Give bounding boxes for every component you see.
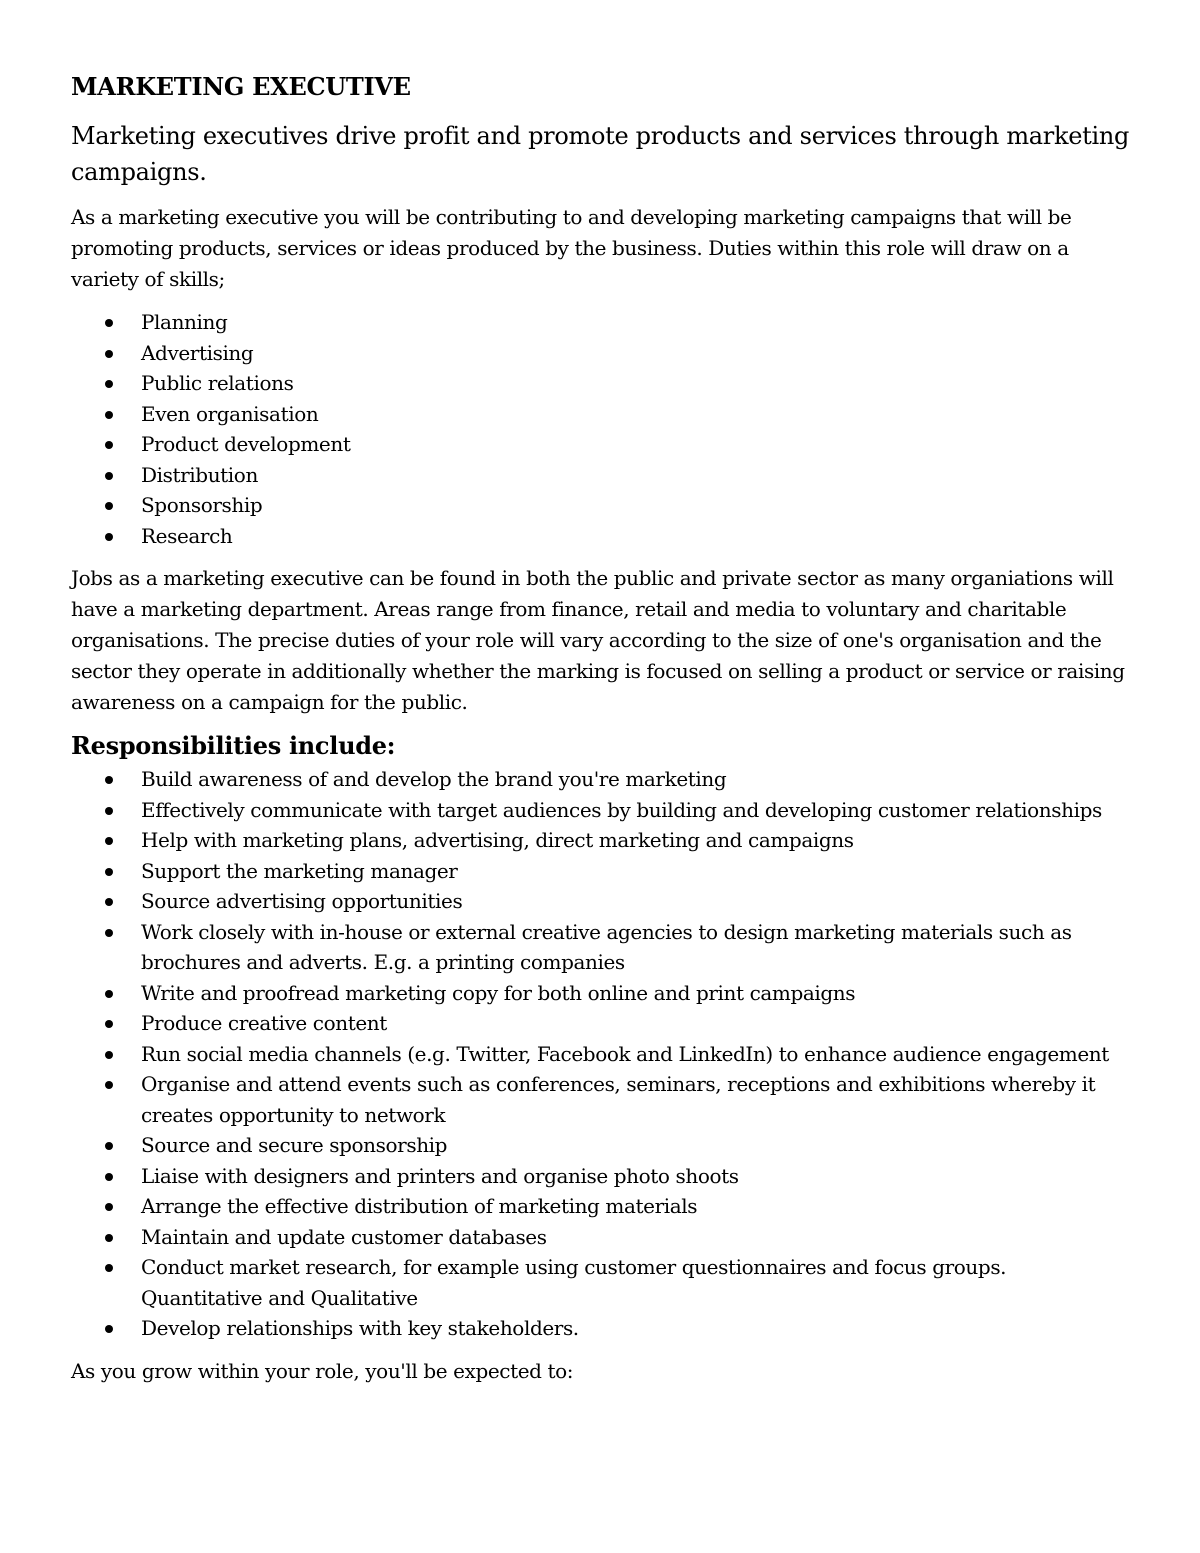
- list-item-text: Organise and attend events such as conferences, seminars, receptions and exhibitions whereby it creates opportunity to network: [141, 1072, 1096, 1127]
- sectors-paragraph: Jobs as a marketing executive can be found in both the public and private sector as many organiations will have a marketing department. Areas range from finance, retail and media to voluntary and charitable organisations. The precise duties of your role will vary according to the size of one's organisation and the sector they operate in additionally whether the marking is focused on selling a product or service or raising awareness on a campaign for the public.: [71, 566, 1125, 714]
- bullet-icon: [105, 990, 113, 998]
- list-item: [71, 490, 1131, 521]
- bullet-icon: [105, 1020, 113, 1028]
- list-item: [71, 429, 1131, 460]
- list-item: [71, 1008, 1131, 1039]
- bullet-icon: [105, 1142, 113, 1150]
- list-item-text: Distribution: [141, 462, 258, 487]
- bullet-icon: [105, 1081, 113, 1089]
- list-item: [71, 917, 1131, 978]
- list-item-text: Develop relationships with key stakeholders.: [141, 1316, 579, 1340]
- bullet-icon: [105, 411, 113, 419]
- skills-list: [71, 307, 1131, 551]
- list-item: [71, 1191, 1131, 1222]
- list-item-text: Work closely with in-house or external creative agencies to design marketing materials such as brochures and adverts. E.g. a printing companies: [141, 919, 1072, 974]
- bullet-icon: [105, 898, 113, 906]
- list-item-text: Help with marketing plans, advertising, direct marketing and campaigns: [141, 828, 854, 852]
- list-item: [71, 1222, 1131, 1253]
- list-item: [71, 1130, 1131, 1161]
- bullet-icon: [105, 380, 113, 388]
- list-item-text: Build awareness of and develop the brand you're marketing: [141, 767, 727, 791]
- list-item: [71, 338, 1131, 369]
- responsibilities-heading: Responsibilities include:: [71, 731, 396, 760]
- bullet-icon: [105, 837, 113, 845]
- list-item: [71, 795, 1131, 826]
- list-item-text: Advertising: [141, 340, 254, 365]
- list-item: [71, 1252, 1131, 1313]
- intro-paragraph: As a marketing executive you will be contributing to and developing marketing campaigns that will be promoting products, services or ideas produced by the business. Duties within this role will draw on a variety of skills;: [71, 205, 1072, 291]
- list-item-text: Liaise with designers and printers and organise photo shoots: [141, 1163, 739, 1188]
- document-subtitle: Marketing executives drive profit and promote products and services through marketing campaigns.: [71, 122, 1130, 186]
- bullet-icon: [105, 1234, 113, 1242]
- list-item: [71, 1069, 1131, 1130]
- bullet-icon: [105, 1203, 113, 1211]
- bullet-icon: [105, 319, 113, 327]
- bullet-icon: [105, 929, 113, 937]
- list-item-text: Support the marketing manager: [141, 858, 458, 883]
- list-item-text: Public relations: [141, 371, 294, 395]
- bullet-icon: [105, 502, 113, 510]
- closing-paragraph: As you grow within your role, you'll be expected to:: [71, 1358, 574, 1383]
- bullet-icon: [105, 472, 113, 480]
- list-item-text: Produce creative content: [141, 1011, 387, 1035]
- bullet-icon: [105, 868, 113, 876]
- list-item: [71, 521, 1131, 552]
- list-item-text: Source advertising opportunities: [141, 889, 463, 913]
- list-item-text: Arrange the effective distribution of marketing materials: [141, 1194, 698, 1218]
- list-item-text: Run social media channels (e.g. Twitter, Facebook and LinkedIn) to enhance audience engagement: [141, 1041, 1109, 1066]
- list-item: [71, 764, 1131, 795]
- list-item-text: Research: [141, 523, 233, 548]
- bullet-icon: [105, 441, 113, 449]
- list-item: [71, 1313, 1131, 1344]
- document-page: [71, 70, 1131, 1399]
- list-item: [71, 825, 1131, 856]
- list-item-text: Maintain and update customer databases: [141, 1224, 547, 1249]
- list-item: [71, 978, 1131, 1009]
- list-item-text: Conduct market research, for example using customer questionnaires and focus groups. Quantitative and Qualitative: [141, 1255, 1007, 1310]
- bullet-icon: [105, 1264, 113, 1272]
- list-item: [71, 1039, 1131, 1070]
- bullet-icon: [105, 776, 113, 784]
- bullet-icon: [105, 1173, 113, 1181]
- bullet-icon: [105, 350, 113, 358]
- list-item: [71, 460, 1131, 491]
- bullet-icon: [105, 1051, 113, 1059]
- list-item: [71, 307, 1131, 338]
- bullet-icon: [105, 807, 113, 815]
- list-item: [71, 399, 1131, 430]
- list-item: [71, 368, 1131, 399]
- list-item-text: Write and proofread marketing copy for both online and print campaigns: [141, 980, 856, 1005]
- list-item-text: Effectively communicate with target audiences by building and developing customer relationships: [141, 797, 1102, 822]
- list-item-text: Source and secure sponsorship: [141, 1133, 448, 1157]
- list-item-text: Sponsorship: [141, 493, 263, 517]
- list-item-text: Product development: [141, 432, 351, 456]
- responsibilities-list: [71, 764, 1131, 1344]
- list-item-text: Planning: [141, 310, 228, 334]
- list-item: [71, 886, 1131, 917]
- list-item: [71, 856, 1131, 887]
- document-title: MARKETING EXECUTIVE: [71, 72, 411, 101]
- list-item: [71, 1161, 1131, 1192]
- bullet-icon: [105, 533, 113, 541]
- list-item-text: Even organisation: [141, 401, 319, 426]
- bullet-icon: [105, 1325, 113, 1333]
